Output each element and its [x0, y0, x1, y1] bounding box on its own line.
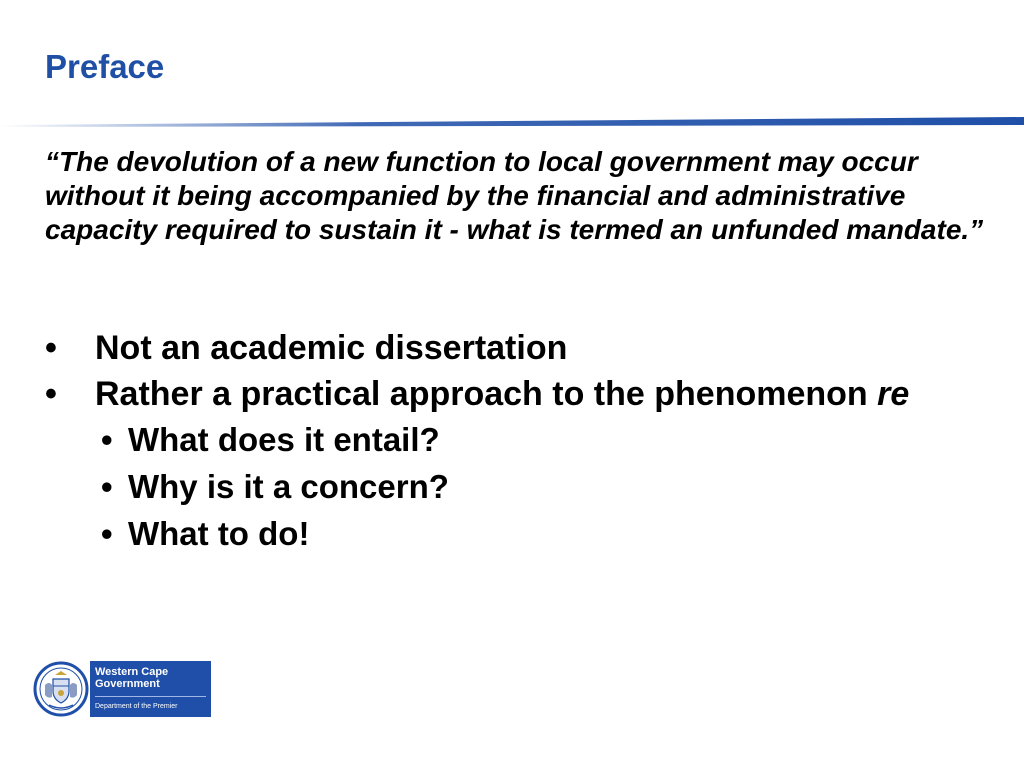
slide-title: Preface	[45, 48, 165, 85]
sub-bullet-dot: •	[101, 515, 113, 552]
bullet-item	[45, 376, 995, 412]
sub-bullet-dot: •	[101, 421, 113, 458]
logo-divider	[95, 696, 206, 697]
sub-bullet-dot: •	[101, 468, 113, 505]
sub-bullet-item	[45, 422, 995, 458]
bullet-text: Not an academic dissertation	[95, 329, 568, 367]
bullet-dot: •	[45, 329, 57, 367]
logo-text-box	[90, 661, 211, 717]
title-underline-rule	[0, 116, 1024, 130]
logo-line1: Western Cape	[95, 666, 169, 678]
sub-bullet-item	[45, 516, 995, 552]
bullet-dot: •	[45, 375, 57, 413]
coat-of-arms-icon	[33, 661, 89, 717]
logo-name	[95, 666, 168, 690]
bullet-list	[45, 330, 995, 563]
bullet-item	[45, 330, 995, 366]
sub-bullet-item	[45, 469, 995, 505]
western-cape-government-logo	[33, 661, 211, 717]
sub-bullet-text: Why is it a concern?	[128, 468, 449, 505]
sub-bullet-text: What does it entail?	[128, 421, 440, 458]
logo-department: Department of the Premier	[95, 703, 178, 710]
bullet-italic-text: re	[877, 375, 910, 413]
quote-text: “The devolution of a new function to local government may occur without it being accompanied by the financial and administrative capacity required to sustain it - what is termed an unfunded mandate.”	[45, 146, 984, 245]
sub-bullet-text: What to do!	[128, 515, 310, 552]
logo-line2: Government	[95, 678, 160, 690]
bullet-text: Rather a practical approach to the phenomenon	[95, 375, 878, 413]
